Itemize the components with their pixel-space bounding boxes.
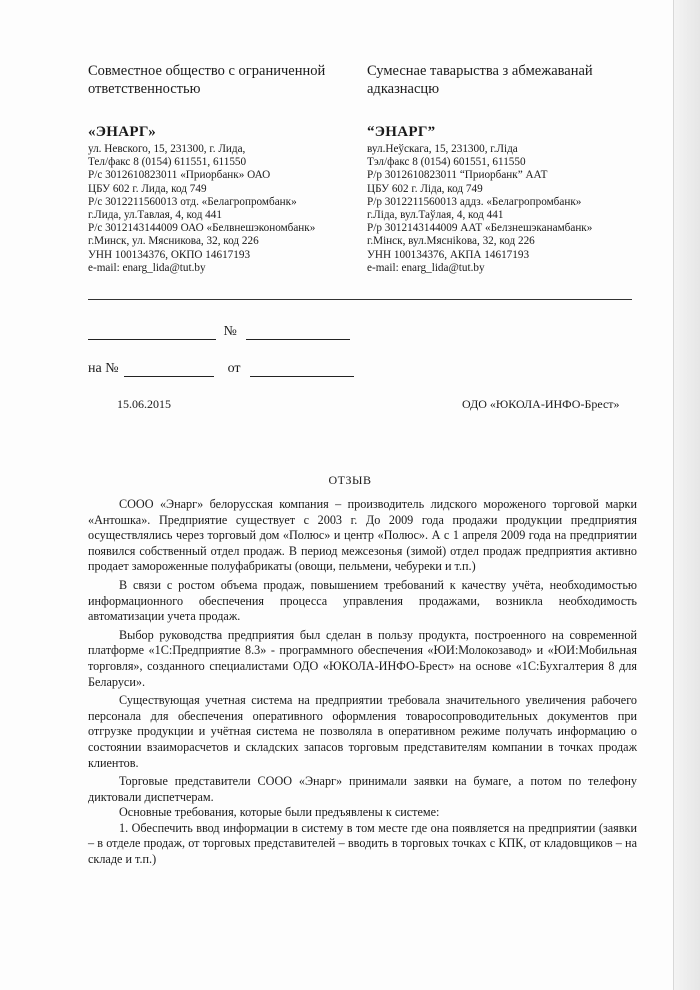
page-edge-shadow <box>673 0 700 990</box>
body-paragraph: 1. Обеспечить ввод информации в систему в том месте где она появляется на предприятии (заявки – в отделе продаж, от торговых представителей – вводить в торговых точках с КПК, от кладовщиков – на складе и т.п.) <box>88 820 637 867</box>
outgoing-date-blank <box>88 324 216 340</box>
incoming-reference-row <box>88 361 354 377</box>
address-line: ул. Невского, 15, 231300, г. Лида, <box>88 143 246 155</box>
outgoing-reference-row <box>88 324 350 340</box>
letterhead-right-belarusian <box>367 62 637 275</box>
brand-name-ru: «ЭНАРГ» <box>88 124 157 140</box>
letterhead-divider <box>88 299 632 300</box>
bank-account-line: Р/р 3012211560013 аддз. «Белагропромбанк» <box>367 195 582 208</box>
bank-account-line: Р/р 3012143144009 ААТ «Белзнешэканамбанк» <box>367 222 593 235</box>
number-sign: № <box>223 324 237 339</box>
address-line: вул.Неўскага, 15, 231300, г.Ліда <box>367 143 518 155</box>
body-paragraph: В связи с ростом объема продаж, повышением требований к качеству учёта, необходимостью информационного обеспечения процесса управления продажами, возникла необходимость автоматизации учета продаж. <box>88 577 637 624</box>
bank-address-line: г.Лида, ул.Тавлая, 4, код 441 <box>88 209 222 222</box>
bank-account-line: Р/р 3012610823011 “Приорбанк” ААТ <box>367 169 548 182</box>
letter-date: 15.06.2015 <box>117 397 171 411</box>
bank-branch-line: ЦБУ 602 г. Лида, код 749 <box>88 182 207 195</box>
bank-branch-line: ЦБУ 602 г. Ліда, код 749 <box>367 182 483 195</box>
email-line: e-mail: enarg_lida@tut.by <box>88 261 206 274</box>
letter-body <box>88 497 637 868</box>
document-title: ОТЗЫВ <box>328 473 372 487</box>
body-paragraph: Основные требования, которые были предъявлены к системе: <box>119 805 440 820</box>
phone-line: Тэл/факс 8 (0154) 601551, 611550 <box>367 156 526 169</box>
bank-account-line: Р/с 3012143144009 ОАО «Белвнешэкономбанк» <box>88 222 316 235</box>
bank-address-line: г.Минск, ул. Мясникова, 32, код 226 <box>88 235 259 248</box>
in-reply-prefix: на № <box>88 361 119 376</box>
body-paragraph: СООО «Энарг» белорусская компания – производитель лидского мороженого торговой марки «Антошка». Предприятие существует с 2003 г. До 2009 года продажи продукции предприятия осуществлялись через торговый дом «Полюс» и центр «Полюс». А с 1 апреля 2009 года на предприятии появился собственный отдел продаж. В период межсезонья (зимой) отдел продаж предприятия активно продает замороженные полуфабрикаты (овощи, пельмени, чебуреки и т.п.) <box>88 497 637 574</box>
bank-address-line: г.Мінск, вул.Мясніkова, 32, код 226 <box>367 235 535 248</box>
email-line: e-mail: enarg_lida@tut.by <box>367 261 485 274</box>
phone-line: Тел/факс 8 (0154) 611551, 611550 <box>88 156 247 169</box>
incoming-date-blank <box>250 361 354 377</box>
recipient: ОДО «ЮКОЛА-ИНФО-Брест» <box>462 397 620 411</box>
letterhead-left-russian <box>88 62 356 275</box>
company-type-by: Сумеснае таварыства з абмежаванай адказнасцю <box>367 63 593 97</box>
outgoing-number-blank <box>246 324 350 340</box>
bank-account-line: Р/с 3012610823011 «Приорбанк» ОАО <box>88 169 271 182</box>
tax-id-line: УНН 100134376, АКПА 14617193 <box>367 248 530 261</box>
incoming-number-blank <box>124 361 214 377</box>
brand-name-by: “ЭНАРГ” <box>367 124 436 140</box>
tax-id-line: УНН 100134376, ОКПО 14617193 <box>88 248 251 261</box>
company-type-ru: Совместное общество с ограниченной ответственностью <box>88 63 326 97</box>
bank-account-line: Р/с 3012211560013 отд. «Белагропромбанк» <box>88 195 297 208</box>
body-paragraph: Торговые представители СООО «Энарг» принимали заявки на бумаге, а потом по телефону диктовали диспетчерам. <box>88 774 637 804</box>
body-paragraph: Выбор руководства предприятия был сделан в пользу продукта, построенного на современной платформе «1С:Предприятие 8.3» - программного обеспечения «ЮИ:Молокозавод» и «ЮИ:Мобильная торговля», созданного специалистами ОДО «ЮКОЛА-ИНФО-Брест» на основе «1С:Бухгалтерия 8 для Беларуси». <box>88 627 637 689</box>
from-word: от <box>227 361 241 376</box>
body-paragraph: Существующая учетная система на предприятии требовала значительного увеличения рабочего персонала для обеспечения оперативного оформления товаросопроводительных документов при отгрузке продукции и учётная система не позволяла в оперативном режиме получать информацию о состоянии взаиморасчетов и складских запасов торговым представителям компании в точках продаж клиентов. <box>88 693 637 770</box>
bank-address-line: г.Ліда, вул.Таўлая, 4, код 441 <box>367 209 504 222</box>
